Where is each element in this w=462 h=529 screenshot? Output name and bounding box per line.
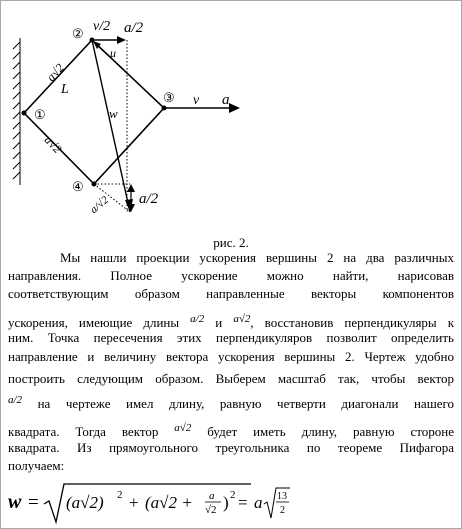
formula-plus: + (129, 493, 139, 512)
formula-lhs: w (8, 491, 22, 513)
text-line-4-b: и (215, 315, 223, 330)
inline-math-a-half: a/2 (190, 313, 205, 325)
text-line-10: квадрата. Из прямоугольного треугольника по теореме Пифагора (8, 440, 454, 455)
text-line-9-b: будет иметь длину, равную стороне (207, 424, 455, 439)
label-a: a (222, 92, 230, 108)
formula-term1-square: 2 (117, 489, 123, 501)
pythagoras-formula (6, 480, 306, 526)
formula-coef: a (254, 493, 263, 512)
text-line-5: ним. Точка пересечения этих перпендикуляров позволит определить (8, 330, 454, 345)
formula-res-num: 13 (277, 491, 287, 502)
a-half-bottom-arrowhead-up (127, 184, 135, 192)
side-label-top-left: a√2 (43, 60, 67, 84)
vertex-1-dot (22, 111, 27, 116)
text-line-6: направление и величину вектора ускорения вершины 2. Чертеж удобно (8, 349, 454, 364)
inline-math-a-root2: a√2 (233, 313, 251, 325)
side-label-bottom-left: a√2 (41, 132, 65, 156)
text-line-4-c: , восстановив перпендикуляры к (250, 315, 455, 330)
text-line-1: Мы нашли проекции ускорения вершины 2 на два различных (60, 250, 454, 265)
vertex-label-2: ② (72, 26, 84, 41)
text-line-3: соответствующим образом направленные векторы компонентов (8, 286, 454, 301)
text-line-8-b: на чертеже имел длину, равную четверти диагонали нашего (37, 396, 454, 411)
label-v: v (193, 93, 200, 108)
formula-term1: (a√2) (66, 493, 104, 512)
diag-label-bottom: a/√2 (87, 193, 112, 217)
formula-frac-den: √2 (205, 504, 217, 516)
label-u: u (110, 46, 116, 60)
text-line-4 (8, 311, 454, 331)
label-v-half: v/2 (93, 19, 111, 34)
vertex-label-1: ① (34, 107, 46, 122)
formula-term2-close: ) (223, 493, 229, 512)
w-vector (92, 40, 130, 212)
side-label-L: L (61, 82, 69, 97)
label-a-half-bottom: a/2 (139, 191, 159, 207)
text-line-9-a: квадрата. Тогда вектор (8, 424, 159, 439)
label-a-half-top: a/2 (124, 20, 144, 36)
geometry-figure (0, 0, 462, 232)
text-line-4-a: ускорения, имеющие длины (8, 315, 180, 330)
text-line-7: построить следующим образом. Выберем масштаб так, чтобы вектор (8, 371, 454, 386)
vertex-label-4: ④ (72, 179, 84, 194)
label-w: w (109, 106, 118, 121)
inline-math-a-half-2: a/2 (8, 394, 23, 406)
formula-eq: = (28, 492, 39, 513)
text-line-11: получаем: (8, 458, 65, 473)
text-line-8 (8, 392, 454, 412)
figure-caption: рис. 2. (213, 235, 249, 250)
v-arrowhead (229, 103, 240, 113)
formula-term2-open: (a√2 + (145, 493, 193, 512)
v-half-arrowhead (117, 36, 126, 44)
formula-frac-num: a (209, 490, 215, 502)
formula-res-den: 2 (280, 505, 285, 516)
formula-eq2: = (238, 493, 248, 512)
inline-math-a-root2-2: a√2 (174, 422, 192, 434)
text-line-2: направления. Полное ускорение можно найти, нарисовав (8, 268, 454, 283)
wall-hatching (13, 38, 20, 185)
vertex-label-3: ③ (163, 90, 175, 105)
text-line-9 (8, 420, 454, 440)
formula-term2-square: 2 (230, 489, 236, 501)
